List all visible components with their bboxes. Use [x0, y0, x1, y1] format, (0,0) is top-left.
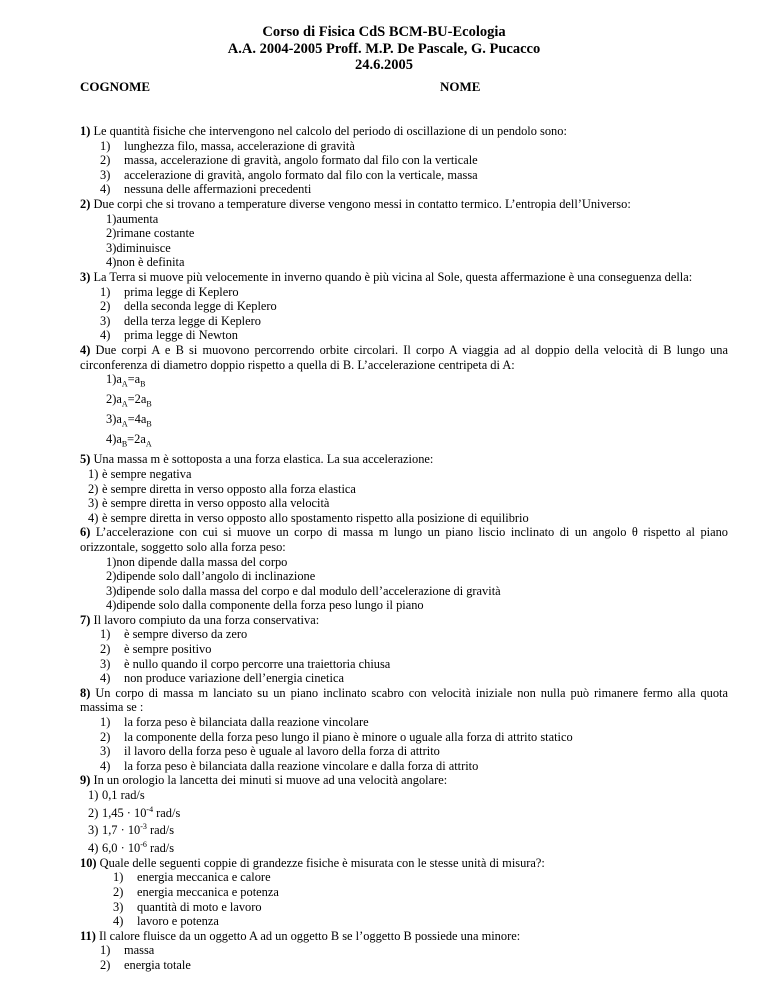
option-number: 4): [100, 182, 111, 197]
answer-option: [80, 555, 728, 570]
formula-rhs-subscript: B: [146, 419, 152, 429]
question-text: [80, 525, 728, 554]
option-number: 1): [88, 466, 99, 481]
option-number: 2): [100, 957, 111, 972]
option-text: della terza legge di Keplero: [124, 313, 261, 328]
formula-rhs-subscript: B: [146, 399, 152, 409]
answer-option: [80, 803, 728, 821]
question-7: [80, 613, 728, 686]
option-number: 4): [100, 758, 111, 773]
question-text: [80, 124, 728, 139]
formula-equals: =: [127, 412, 135, 427]
question-9: [80, 773, 728, 855]
question-text: [80, 452, 728, 467]
option-text: è nullo quando il corpo percorre una traiettoria chiusa: [124, 656, 391, 671]
answer-option: [80, 255, 728, 270]
question-text: [80, 773, 728, 788]
option-text: dipende solo dalla componente della forza peso lungo il piano: [116, 598, 424, 613]
option-number: 2): [106, 226, 117, 241]
formula-lhs-subscript: A: [121, 419, 128, 429]
course-title: Corso di Fisica CdS BCM-BU-Ecologia: [262, 24, 506, 40]
option-number: 2): [88, 481, 99, 496]
question-stem: La Terra si muove più velocemente in inverno quando è più vicina al Sole, questa affermazione è una conseguenza della:: [93, 269, 693, 284]
option-text: prima legge di Keplero: [124, 284, 239, 299]
option-text: quantità di moto e lavoro: [137, 899, 262, 914]
question-stem: Quale delle seguenti coppie di grandezze fisiche è misurata con le stesse unità di misura?:: [99, 855, 545, 870]
question-10: [80, 856, 728, 929]
option-multiplier: · 10: [117, 823, 141, 838]
question-number: 1): [80, 124, 91, 138]
question-text: [80, 197, 728, 212]
option-text: massa, accelerazione di gravità, angolo formato dal filo con la verticale: [124, 153, 478, 168]
option-number: 1): [100, 627, 111, 642]
question-number: 9): [80, 773, 91, 788]
answer-option: [80, 226, 728, 241]
answer-option: [80, 212, 728, 227]
formula-lhs-subscript: A: [121, 379, 128, 389]
option-text: diminuisce: [116, 240, 171, 255]
formula-lhs-subscript: B: [121, 439, 128, 449]
option-number: 4): [113, 914, 124, 929]
question-text: [80, 686, 728, 715]
question-number: 10): [80, 855, 97, 870]
question-number: 3): [80, 269, 91, 284]
option-text: massa: [124, 943, 155, 958]
option-text: energia meccanica e potenza: [137, 884, 279, 899]
question-text: [80, 270, 728, 285]
answer-option: [80, 642, 728, 657]
answer-option: [80, 914, 728, 929]
option-number: 3): [106, 412, 117, 427]
answer-option: [80, 467, 728, 482]
answer-option: [80, 432, 728, 452]
answer-option: [80, 744, 728, 759]
answer-option: [80, 168, 728, 183]
question-stem: Un corpo di massa m lanciato su un piano inclinato scabro con velocità iniziale non nulla può rimanere fermo alla quota massima se :: [80, 685, 728, 715]
formula-lhs: a: [116, 392, 122, 407]
option-text: aumenta: [116, 211, 159, 226]
answer-option: [80, 328, 728, 343]
formula-lhs-subscript: A: [121, 399, 128, 409]
option-number: 3): [88, 823, 99, 838]
option-number: 1): [100, 943, 111, 958]
answer-option: [80, 759, 728, 774]
formula-equals: =: [127, 372, 135, 387]
formula-rhs-subscript: A: [145, 439, 152, 449]
option-number: 3): [100, 744, 111, 759]
answer-option: [80, 943, 728, 958]
answer-option: [80, 153, 728, 168]
answer-option: [80, 372, 728, 392]
option-text: è sempre diretta in verso opposto allo spostamento rispetto alla posizione di equilibrio: [102, 510, 529, 525]
question-number: 5): [80, 452, 91, 467]
answer-option: [80, 569, 728, 584]
option-text: non produce variazione dell’energia cinetica: [124, 671, 344, 686]
option-text: dipende solo dall’angolo di inclinazione: [116, 569, 316, 584]
option-number: 3): [106, 240, 117, 255]
option-number: 4): [100, 671, 111, 686]
question-text: [80, 613, 728, 628]
option-unit: rad/s: [153, 805, 181, 820]
option-number: 2): [100, 153, 111, 168]
question-8: [80, 686, 728, 774]
answer-option: [80, 139, 728, 154]
option-number: 3): [100, 313, 111, 328]
option-number: 1): [113, 870, 124, 885]
option-value: 0,1 rad/s: [102, 788, 145, 802]
question-list: [80, 124, 728, 973]
answer-option: [80, 314, 728, 329]
answer-option: [80, 838, 728, 856]
formula-rhs: a: [140, 392, 147, 407]
option-number: 2): [88, 805, 99, 820]
option-number: 3): [88, 496, 99, 511]
option-text: è sempre negativa: [102, 466, 192, 481]
option-number: 3): [113, 899, 124, 914]
option-number: 1): [106, 554, 117, 569]
option-number: 1): [100, 715, 111, 730]
answer-option: [80, 392, 728, 412]
formula-rhs: a: [140, 412, 147, 427]
answer-option: [80, 730, 728, 745]
option-text: accelerazione di gravità, angolo formato dal filo con la verticale, massa: [124, 167, 478, 182]
answer-option: [80, 241, 728, 256]
option-number: 1): [100, 284, 111, 299]
option-number: 4): [106, 432, 117, 447]
answer-option: [80, 584, 728, 599]
answer-option: [80, 511, 728, 526]
option-unit: rad/s: [146, 823, 175, 838]
answer-option: [80, 657, 728, 672]
question-number: 6): [80, 525, 91, 540]
answer-option: [80, 299, 728, 314]
option-number: 4): [100, 328, 111, 343]
option-text: non è definita: [116, 255, 185, 270]
answer-option: [80, 496, 728, 511]
answer-option: [80, 182, 728, 197]
option-number: 1): [106, 372, 117, 387]
option-text: della seconda legge di Keplero: [124, 299, 277, 314]
option-exponent: -6: [140, 840, 147, 850]
answer-option: [80, 671, 728, 686]
option-text: la forza peso è bilanciata dalla reazione vincolare: [124, 715, 369, 730]
question-number: 2): [80, 196, 91, 211]
question-1: [80, 124, 728, 197]
formula-lhs: a: [116, 432, 122, 447]
option-number: 3): [100, 167, 111, 182]
option-text: dipende solo dalla massa del corpo e dal modulo dell’accelerazione di gravità: [116, 583, 501, 598]
option-multiplier: · 10: [123, 805, 147, 820]
option-number: 2): [100, 299, 111, 314]
option-exponent: -4: [146, 804, 154, 814]
question-stem: Una massa m è sottoposta a una forza elastica. La sua accelerazione:: [93, 452, 434, 467]
question-5: [80, 452, 728, 525]
option-text: lavoro e potenza: [137, 914, 219, 929]
question-number: 11): [80, 928, 96, 943]
question-stem: Due corpi che si trovano a temperature diverse vengono messi in contatto termico. L’entropia dell’Universo:: [93, 196, 631, 211]
option-number: 3): [106, 583, 117, 598]
option-number: 3): [100, 656, 111, 671]
answer-option: [80, 958, 728, 973]
option-text: prima legge di Newton: [124, 328, 238, 343]
option-text: è sempre diverso da zero: [124, 627, 248, 642]
question-stem: Le quantità fisiche che intervengono nel calcolo del periodo di oscillazione di un pendolo sono:: [93, 124, 567, 138]
answer-option: [80, 285, 728, 300]
option-text: il lavoro della forza peso è uguale al lavoro della forza di attrito: [124, 744, 440, 759]
formula-equals: =: [127, 432, 135, 447]
option-value: 1,45: [102, 805, 124, 820]
exam-date: 24.6.2005: [355, 57, 413, 73]
formula-rhs: a: [134, 372, 141, 387]
question-text: [80, 929, 728, 944]
answer-option: [80, 885, 728, 900]
option-number: 2): [106, 392, 117, 407]
option-text: energia totale: [124, 957, 191, 972]
question-stem: Due corpi A e B si muovono percorrendo orbite circolari. Il corpo A viaggia ad al doppio della velocità di B lungo una circonferenza di diametro doppio rispetto a quella di B. L’accelerazione centripeta di A:: [80, 342, 728, 372]
answer-option: [80, 598, 728, 613]
academic-year: A.A. 2004-2005 Proff. M.P. De Pascale, G. Pucacco: [227, 40, 541, 57]
option-number: 1): [106, 211, 117, 226]
question-6: [80, 525, 728, 613]
question-number: 8): [80, 685, 91, 700]
answer-option: [80, 715, 728, 730]
question-11: [80, 929, 728, 973]
cognome-label: COGNOME: [80, 79, 151, 94]
answer-option: [80, 820, 728, 838]
answer-option: [80, 788, 728, 803]
option-text: è sempre diretta in verso opposto alla forza elastica: [102, 481, 356, 496]
formula-rhs: a: [140, 432, 146, 447]
option-text: energia meccanica e calore: [137, 870, 271, 885]
option-text: la forza peso è bilanciata dalla reazione vincolare e dalla forza di attrito: [124, 758, 479, 773]
exam-header: [0, 24, 768, 74]
option-number: 2): [106, 569, 117, 584]
option-value: 1,7: [102, 823, 118, 838]
question-stem: Il calore fluisce da un oggetto A ad un oggetto B se l’oggetto B possiede una minore:: [98, 928, 521, 943]
formula-lhs: a: [116, 372, 122, 387]
question-3: [80, 270, 728, 343]
question-text: [80, 343, 728, 372]
question-stem: In un orologio la lancetta dei minuti si muove ad una velocità angolare:: [93, 773, 448, 788]
option-text: è sempre diretta in verso opposto alla velocità: [102, 496, 330, 511]
formula-coefficient: 2: [134, 432, 141, 447]
option-number: 4): [106, 255, 117, 270]
option-number: 1): [88, 788, 99, 802]
option-exponent: -3: [140, 822, 147, 832]
option-unit: rad/s: [146, 841, 175, 856]
option-number: 2): [100, 729, 111, 744]
answer-option: [80, 627, 728, 642]
option-text: non dipende dalla massa del corpo: [116, 554, 288, 569]
question-4: [80, 343, 728, 452]
option-number: 1): [100, 138, 111, 153]
formula-equals: =: [127, 392, 135, 407]
option-number: 4): [106, 598, 117, 613]
question-text: [80, 856, 728, 871]
question-number: 4): [80, 342, 91, 357]
option-text: nessuna delle affermazioni precedenti: [124, 182, 312, 197]
option-number: 2): [113, 884, 124, 899]
option-text: rimane costante: [116, 226, 195, 241]
formula-lhs: a: [116, 412, 122, 427]
option-number: 2): [100, 642, 111, 657]
answer-option: [80, 482, 728, 497]
option-multiplier: · 10: [117, 841, 141, 856]
question-stem: L’accelerazione con cui si muove un corpo di massa m lungo un piano liscio inclinato di un angolo θ rispetto al piano orizzontale, soggetto solo alla forza peso:: [80, 525, 728, 554]
question-2: [80, 197, 728, 270]
formula-rhs-subscript: B: [140, 379, 146, 389]
formula-coefficient: 4: [134, 412, 141, 427]
option-value: 6,0: [102, 841, 118, 856]
option-text: lunghezza filo, massa, accelerazione di gravità: [124, 138, 355, 153]
option-number: 4): [88, 510, 99, 525]
answer-option: [80, 870, 728, 885]
formula-coefficient: 2: [134, 392, 141, 407]
option-text: è sempre positivo: [124, 642, 212, 657]
answer-option: [80, 412, 728, 432]
question-number: 7): [80, 612, 91, 627]
nome-label: NOME: [440, 79, 481, 94]
answer-option: [80, 900, 728, 915]
question-stem: Il lavoro compiuto da una forza conservativa:: [93, 612, 320, 627]
option-number: 4): [88, 841, 99, 856]
option-text: la componente della forza peso lungo il piano è minore o uguale alla forza di attrito statico: [124, 729, 573, 744]
